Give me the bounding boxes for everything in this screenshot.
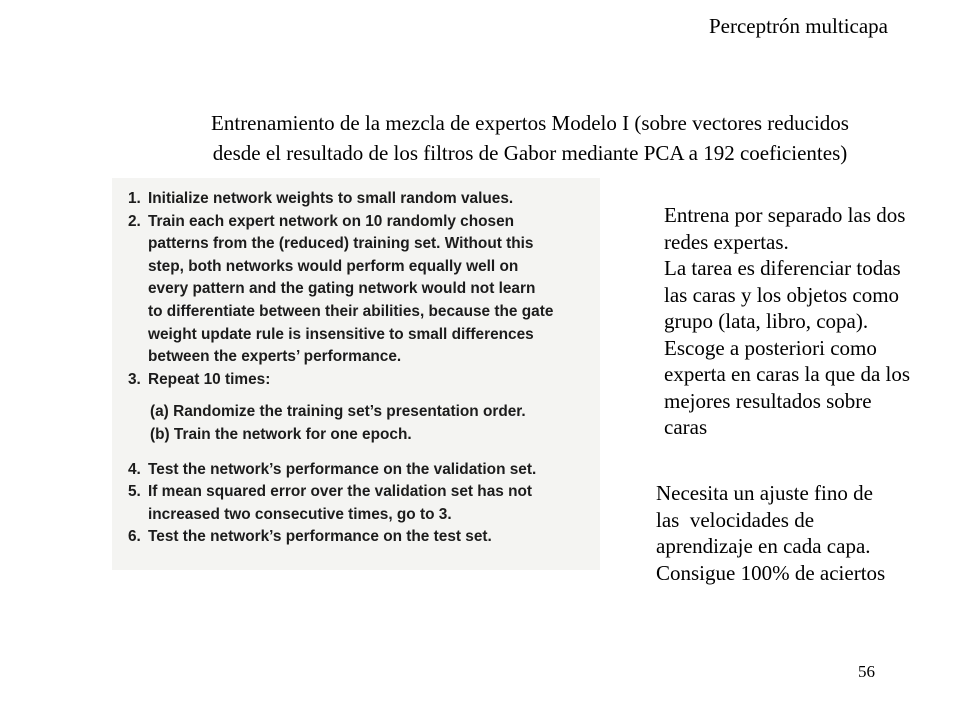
note-line: La tarea es diferenciar todas <box>664 256 901 280</box>
algorithm-step <box>128 369 600 392</box>
algorithm-step <box>128 211 600 369</box>
substep-item: (a) Randomize the training set’s presentation order. <box>150 403 526 421</box>
note-line: Necesita un ajuste fino de <box>656 481 873 505</box>
step-text-line: between the experts’ performance. <box>148 348 402 366</box>
step-text-line: every pattern and the gating network would not learn <box>148 280 536 298</box>
step-number: 5. <box>128 483 141 501</box>
step-text-line: Initialize network weights to small random values. <box>148 190 514 207</box>
step-text-line: Test the network’s performance on the validation set. <box>148 460 537 478</box>
step-number: 2. <box>128 212 141 230</box>
step-text-line: If mean squared error over the validation set has not <box>148 483 533 501</box>
algorithm-step <box>128 188 600 211</box>
note-separate-training <box>664 202 910 441</box>
note-line: las velocidades de <box>656 507 815 532</box>
note-line: redes expertas. <box>664 229 789 254</box>
algorithm-step <box>128 481 600 526</box>
note-line: las caras y los objetos como <box>664 282 900 307</box>
slide-heading-line: desde el resultado de los filtros de Gabor mediante PCA a 192 coeficientes) <box>212 141 848 165</box>
note-line: mejores resultados sobre <box>664 388 872 413</box>
step-text-line: Train each expert network on 10 randomly chosen <box>148 212 515 230</box>
algorithm-scan <box>112 178 600 570</box>
step-text-line: Test the network’s performance on the test set. <box>148 528 492 546</box>
algorithm-step <box>128 526 600 549</box>
slide-section-title: Perceptrón multicapa <box>708 14 888 38</box>
substep-item: (b) Train the network for one epoch. <box>150 425 412 443</box>
step-number: 1. <box>128 190 141 207</box>
note-line: grupo (lata, libro, copa). <box>664 309 869 333</box>
note-line: aprendizaje en cada capa. <box>656 534 871 558</box>
step-text-line: increased two consecutive times, go to 3. <box>148 505 452 523</box>
slide-heading <box>100 108 960 168</box>
slide-heading-line: Entrenamiento de la mezcla de expertos Modelo I (sobre vectores reducidos <box>211 111 849 135</box>
note-line: caras <box>664 415 708 439</box>
note-fine-tuning <box>656 480 885 586</box>
page-number: 56 <box>858 662 875 681</box>
step-text-line: patterns from the (reduced) training set. Without this <box>148 235 534 253</box>
step-text-line: step, both networks would perform equally well on <box>148 257 519 275</box>
note-line: Consigue 100% de aciertos <box>656 560 886 585</box>
step-number: 4. <box>128 460 141 478</box>
step-number: 6. <box>128 528 141 546</box>
step-text-line: weight update rule is insensitive to small differences <box>148 325 534 343</box>
note-line: Entrena por separado las dos <box>664 203 906 227</box>
step-text-line: to differentiate between their abilities, because the gate <box>148 302 554 320</box>
note-line: experta en caras la que da los <box>664 362 911 386</box>
note-line: Escoge a posteriori como <box>664 335 877 360</box>
step-number: 3. <box>128 370 141 388</box>
step-text-line: Repeat 10 times: <box>148 370 271 388</box>
algorithm-step <box>128 459 600 482</box>
substep-list <box>150 401 600 446</box>
